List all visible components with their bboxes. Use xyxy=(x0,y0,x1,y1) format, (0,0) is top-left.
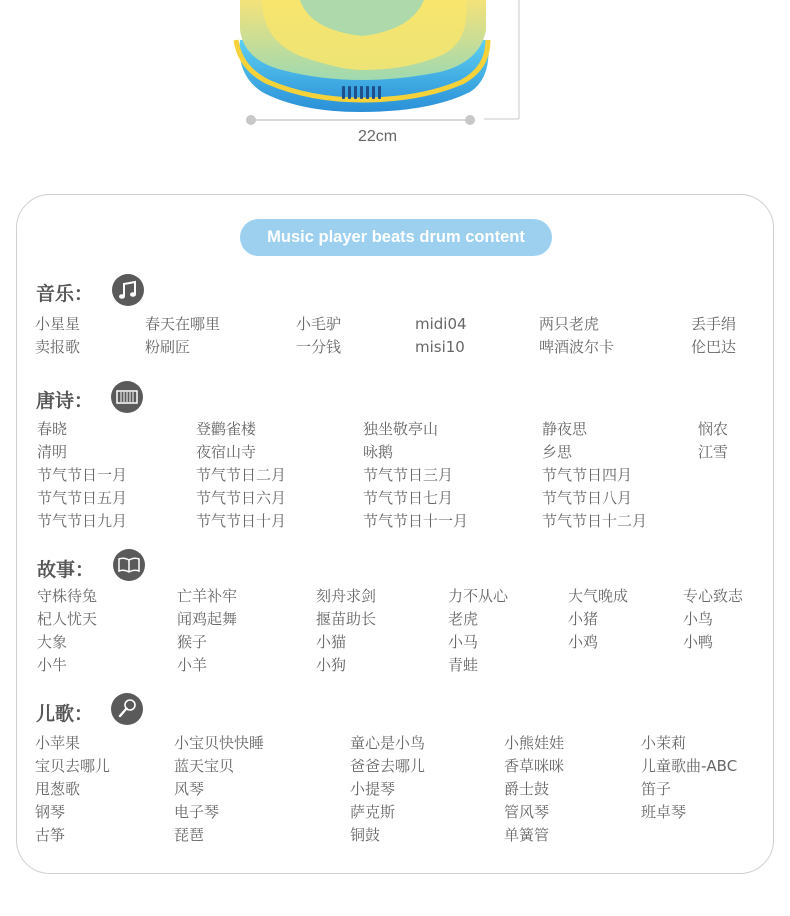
list-item: 小茉莉 xyxy=(641,734,687,752)
poems-list xyxy=(37,418,758,533)
list-item: 单簧管 xyxy=(504,826,550,844)
list-item xyxy=(568,654,683,677)
list-item: 爸爸去哪儿 xyxy=(350,757,426,775)
list-item: 小马 xyxy=(448,633,479,651)
list-item: 古筝 xyxy=(35,826,66,844)
list-item: 小鸭 xyxy=(683,633,714,651)
list-item: 清明 xyxy=(37,443,68,461)
list-item: 节气节日六月 xyxy=(196,489,287,507)
list-item: 节气节日四月 xyxy=(542,466,633,484)
list-item: 小星星 xyxy=(35,315,81,333)
list-item: 大象 xyxy=(37,633,68,651)
list-item: 一分钱 xyxy=(296,338,342,356)
list-item: 闻鸡起舞 xyxy=(177,610,238,628)
list-item: 小宝贝快快睡 xyxy=(174,734,265,752)
list-item: 钢琴 xyxy=(35,803,66,821)
list-item: 两只老虎 xyxy=(539,315,600,333)
list-item: 童心是小鸟 xyxy=(350,734,426,752)
dimension-label: 22cm xyxy=(358,128,398,145)
section-title-songs: 儿歌： xyxy=(36,703,94,725)
list-item: 小鸟 xyxy=(683,610,714,628)
list-item: 节气节日三月 xyxy=(363,466,454,484)
microphone-icon xyxy=(111,693,143,725)
list-item: 管风琴 xyxy=(504,803,550,821)
list-item: 亡羊补牢 xyxy=(177,587,238,605)
list-item: 力不从心 xyxy=(448,587,509,605)
music-list xyxy=(35,313,751,359)
list-item: 节气节日八月 xyxy=(542,489,633,507)
list-item: 春天在哪里 xyxy=(145,315,221,333)
list-item: 小狗 xyxy=(316,656,347,674)
list-item: 卖报歌 xyxy=(35,338,81,356)
list-item: 节气节日二月 xyxy=(196,466,287,484)
list-item: 节气节日九月 xyxy=(37,512,128,530)
list-item: 独坐敬亭山 xyxy=(363,420,439,438)
list-item: 萨克斯 xyxy=(350,803,396,821)
list-item xyxy=(683,654,753,677)
section-title-stories: 故事： xyxy=(37,559,95,581)
list-item: 小熊娃娃 xyxy=(504,734,565,752)
list-item: 爵士鼓 xyxy=(504,780,550,798)
list-item: 节气节日十二月 xyxy=(542,512,648,530)
list-item xyxy=(641,824,751,847)
list-item: 粉刷匠 xyxy=(145,338,191,356)
list-item: 啤酒波尔卡 xyxy=(539,338,615,356)
list-item: 节气节日一月 xyxy=(37,466,128,484)
list-item: 守株待兔 xyxy=(37,587,98,605)
list-item: 杞人忧天 xyxy=(37,610,98,628)
list-item: 小毛驴 xyxy=(296,315,342,333)
list-item: 电子琴 xyxy=(174,803,220,821)
list-item: 静夜思 xyxy=(542,420,588,438)
list-item: 乡思 xyxy=(542,443,573,461)
section-title-poems: 唐诗： xyxy=(36,390,94,412)
music-note-icon xyxy=(112,274,144,306)
list-item: 夜宿山寺 xyxy=(196,443,257,461)
list-item xyxy=(698,464,758,487)
list-item: 铜鼓 xyxy=(350,826,381,844)
list-item: 小猪 xyxy=(568,610,599,628)
list-item: 登鹳雀楼 xyxy=(196,420,257,438)
list-item: 儿童歌曲-ABC xyxy=(641,757,738,775)
list-item: 丢手绢 xyxy=(691,315,737,333)
list-item: 江雪 xyxy=(698,443,729,461)
section-title-music: 音乐： xyxy=(36,283,94,305)
open-book-icon xyxy=(113,549,145,581)
list-item: 节气节日十一月 xyxy=(363,512,469,530)
list-item: 刻舟求剑 xyxy=(316,587,377,605)
list-item: midi04 xyxy=(415,315,467,333)
list-item: 香草咪咪 xyxy=(504,757,565,775)
list-item xyxy=(698,510,758,533)
list-item: 揠苗助长 xyxy=(316,610,377,628)
list-item: 班卓琴 xyxy=(641,803,687,821)
list-item: 节气节日七月 xyxy=(363,489,454,507)
list-item: 小提琴 xyxy=(350,780,396,798)
list-item: 咏鹅 xyxy=(363,443,394,461)
list-item: 小羊 xyxy=(177,656,208,674)
list-item: 琵琶 xyxy=(174,826,205,844)
list-item: 节气节日十月 xyxy=(196,512,287,530)
list-item: 小猫 xyxy=(316,633,347,651)
list-item: 甩葱歌 xyxy=(35,780,81,798)
list-item: 节气节日五月 xyxy=(37,489,128,507)
list-item: 风琴 xyxy=(174,780,205,798)
scroll-icon xyxy=(111,381,143,413)
list-item: misi10 xyxy=(415,338,465,356)
list-item: 伦巴达 xyxy=(691,338,737,356)
list-item: 小牛 xyxy=(37,656,68,674)
list-item: 悯农 xyxy=(698,420,729,438)
list-item xyxy=(698,487,758,510)
list-item: 小苹果 xyxy=(35,734,81,752)
list-item: 老虎 xyxy=(448,610,479,628)
list-item: 蓝天宝贝 xyxy=(174,757,235,775)
list-item: 笛子 xyxy=(641,780,672,798)
songs-list xyxy=(35,732,751,847)
list-item: 春晓 xyxy=(37,420,68,438)
list-item: 青蛙 xyxy=(448,656,479,674)
list-item: 专心致志 xyxy=(683,587,744,605)
list-item: 猴子 xyxy=(177,633,208,651)
list-item: 宝贝去哪儿 xyxy=(35,757,111,775)
list-item: 小鸡 xyxy=(568,633,599,651)
stories-list xyxy=(37,585,753,677)
banner-title: Music player beats drum content xyxy=(240,219,552,256)
list-item: 大气晚成 xyxy=(568,587,629,605)
